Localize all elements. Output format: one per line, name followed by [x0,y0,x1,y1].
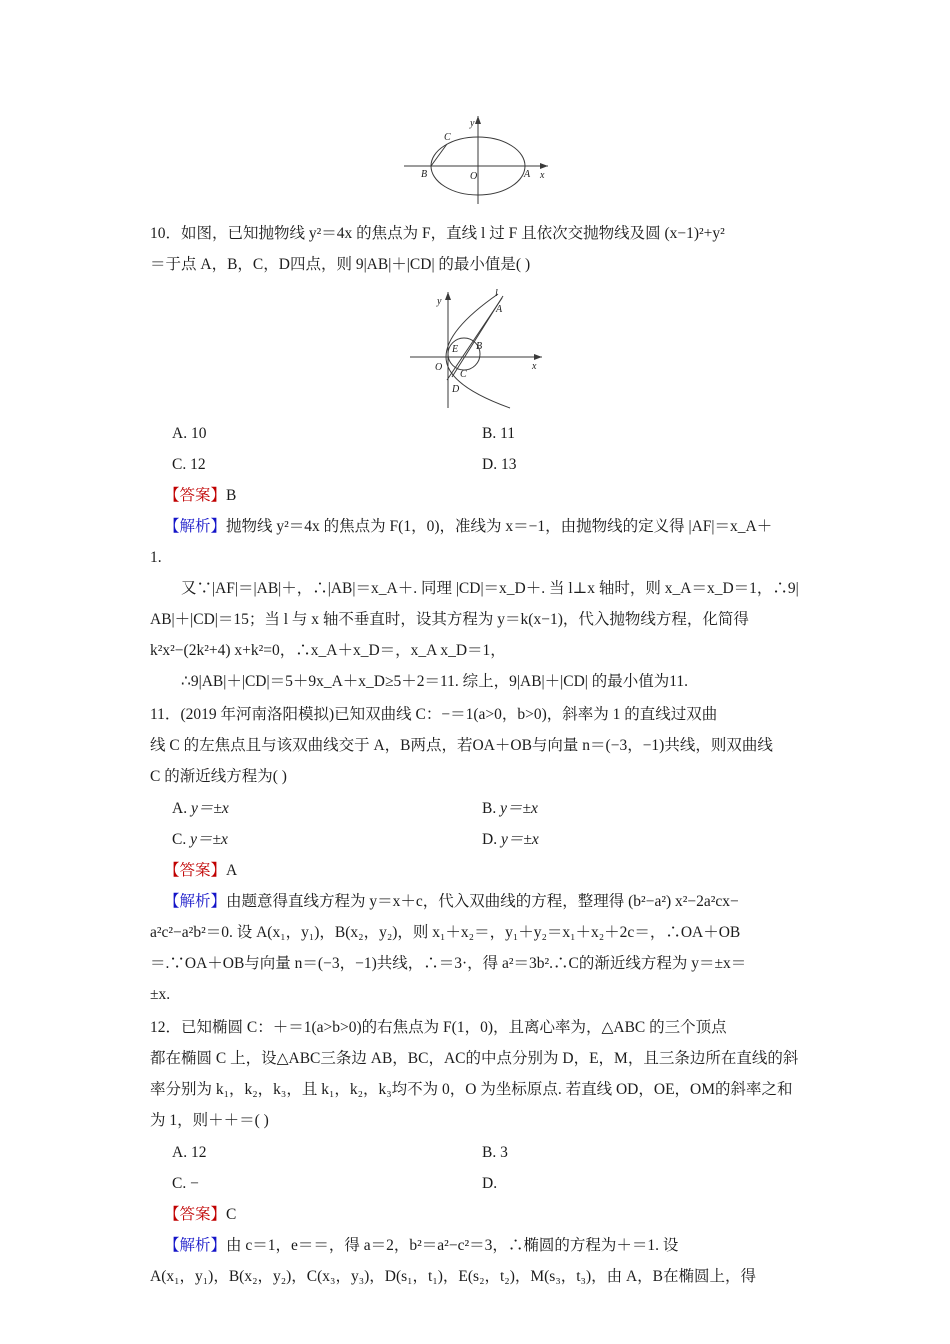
label-y-axis: y [470,118,475,129]
q11-stem-line3: C 的渐近线方程为( ) [150,768,287,785]
label-B: B [476,341,483,352]
q11-analysis-tag: 【解析】 [164,893,227,910]
q11-stem-line1 [150,699,810,730]
q11-option-b-key: B. [482,800,497,817]
q12-option-c-key: C. [172,1175,187,1192]
q12-option-a-key: A. [172,1144,188,1161]
q12-option-row-2 [150,1168,810,1199]
q12-option-d[interactable] [476,1168,796,1199]
q11-option-d[interactable] [476,824,796,855]
q12-analysis-text-1: 由 c＝1，e＝＝，得 a＝2，b²＝a²−c²＝3，∴椭圆的方程为＋＝1. 设 [226,1237,679,1254]
q12-option-b[interactable] [476,1137,796,1168]
q10-option-c[interactable] [150,449,476,480]
q11-answer-tag: 【答案】 [164,862,227,879]
q10-analysis-line-6: ∴9|AB|＋|CD|＝5＋9x_A＋x_D≥5＋2＝11. 综上，9|AB|＋|CD| 的最小值为11. [181,673,689,690]
q12-option-c[interactable] [150,1168,476,1199]
q10-option-b-key: B. [482,425,497,442]
q10-analysis-line-1 [150,511,810,542]
q11-analysis-line-2: a²c²−a²b²＝0. 设 A(x₁，y₁)，B(x₂，y₂)，则 x₁＋x₂＝，y₁＋y₂＝x₁＋x₂＋2c＝，∴OA＋OB [150,924,741,941]
q11-option-row-2 [150,824,810,855]
q10-option-d-key: D. [482,456,498,473]
q12-stem-line1 [150,1012,810,1043]
q12-analysis-line-2: A(x₁，y₁)，B(x₂，y₂)，C(x₃，y₃)，D(s₁，t₁)，E(s₂，t₂)，M(s₃，t₃)，由 A，B在椭圆上，得 [150,1268,757,1285]
ellipse-diagram-svg [390,104,570,212]
q12-answer [150,1199,810,1230]
q10-option-b-text: 11 [500,425,516,442]
question-11 [150,699,810,1010]
q10-option-a-key: A. [172,425,188,442]
q10-option-d[interactable] [476,449,796,480]
q10-stem-line2: ＝于点 A，B，C，D四点，则 9|AB|＋|CD| 的最小值是( ) [150,256,531,273]
q12-answer-value: C [226,1206,237,1223]
q11-option-c[interactable] [150,824,476,855]
q10-answer [150,480,810,511]
question-10 [150,218,810,697]
q10-option-c-text: 12 [190,456,206,473]
q11-option-a-text: y＝±x [190,800,229,817]
q10-options [150,418,810,480]
ellipse-figure [150,104,810,212]
q12-stem-line2: 都在椭圆 C 上，设△ABC三条边 AB，BC，AC的中点分别为 D，E，M，且三条边所在直线的斜 [150,1050,799,1067]
q11-option-d-key: D. [482,831,498,848]
q12-option-b-text: 3 [500,1144,508,1161]
q12-answer-tag: 【答案】 [164,1206,227,1223]
label-E: E [452,344,459,355]
q11-options [150,793,810,855]
label-A: A [524,169,531,180]
label-C: C [444,132,451,143]
q11-answer-value: A [226,862,238,879]
q11-analysis-line-1 [150,886,810,917]
q11-answer [150,855,810,886]
q10-analysis-line-5: k²x²−(2k²+4) x+k²=0，∴x_A＋x_D＝，x_A x_D＝1， [150,642,506,659]
parabola-figure [150,282,810,412]
q10-analysis-line-3: 又∵|AF|＝|AB|＋，∴|AB|＝x_A＋. 同理 |CD|＝x_D＋. 当 l⊥x 轴时，则 x_A＝x_D＝1，∴9| [181,580,799,597]
q10-analysis-tag: 【解析】 [164,518,227,535]
q12-option-c-text: − [190,1175,199,1192]
q12-analysis-line-1 [150,1230,810,1261]
q10-option-row-1 [150,418,810,449]
label-C: C [460,369,467,380]
q11-analysis-line-3: ＝.∵OA＋OB与向量 n＝(−3，−1)共线，∴＝3·，得 a²＝3b².∴C的渐近线方程为 y＝±x＝ [150,955,747,972]
q11-option-b-text: y＝±x [500,800,538,817]
q12-option-row-1 [150,1137,810,1168]
q11-option-a[interactable] [150,793,476,824]
q12-option-a-text: 12 [190,1144,207,1161]
label-l: l [495,288,498,299]
q12-stem-text1: 已知椭圆 C：＋＝1(a>b>0)的右焦点为 F(1，0)，且离心率为，△ABC 的三个顶点 [181,1019,727,1036]
q10-number: 10． [150,225,182,242]
label-D: D [452,384,460,395]
q12-stem-line4: 为 1，则＋＋＝( ) [150,1112,269,1129]
q10-option-a-text: 10 [190,425,207,442]
label-O: O [470,171,478,182]
q11-option-row-1 [150,793,810,824]
q10-stem-line1 [150,218,810,249]
q12-option-a[interactable] [150,1137,476,1168]
q11-option-c-key: C. [172,831,187,848]
q11-analysis-line-4: ±x. [150,986,171,1003]
q11-option-b[interactable] [476,793,796,824]
q10-option-b[interactable] [476,418,796,449]
q11-option-d-text: y＝±x [500,831,539,848]
q11-analysis-text-1: 由题意得直线方程为 y＝x＋c，代入双曲线的方程，整理得 (b²−a²) x²−2a²cx− [226,893,739,910]
q10-answer-value: B [226,487,237,504]
question-12 [150,1012,810,1292]
q10-stem-text1: 如图，已知抛物线 y²＝4x 的焦点为 F，直线 l 过 F 且依次交抛物线及圆 (x−1)²+y² [181,225,725,242]
label-O: O [435,362,443,373]
q11-stem-line2: 线 C 的左焦点且与该双曲线交于 A，B两点，若OA＋OB与向量 n＝(−3，−1)共线，则双曲线 [150,737,773,754]
q10-option-d-text: 13 [500,456,517,473]
q10-analysis-line-4: AB|＋|CD|＝15；当 l 与 x 轴不垂直时，设其方程为 y＝k(x−1)，代入抛物线方程，化简得 [150,611,749,628]
q10-option-row-2 [150,449,810,480]
q12-stem-line3: 率分别为 k₁，k₂，k₃，且 k₁，k₂，k₃均不为 0，O 为坐标原点. 若直线 OD，OE，OM的斜率之和 [150,1081,793,1098]
q12-option-d-key: D. [482,1175,498,1192]
q10-answer-tag: 【答案】 [164,487,227,504]
q11-stem-text1: (2019 年河南洛阳模拟)已知双曲线 C：−＝1(a>0，b>0)，斜率为 1 的直线过双曲 [180,706,718,723]
q10-analysis-text-1: 抛物线 y²＝4x 的焦点为 F(1，0)，准线为 x＝−1，由抛物线的定义得 |AF|＝x_A＋ [226,518,773,535]
q10-option-a[interactable] [150,418,476,449]
q12-number: 12． [150,1019,182,1036]
q10-analysis-line-2: 1. [150,549,162,566]
label-x-axis: x [532,361,537,372]
parabola-circle-diagram-svg [390,282,570,412]
page-content [150,100,810,1292]
label-y-axis: y [437,296,442,307]
q12-analysis-tag: 【解析】 [164,1237,227,1254]
q10-option-c-key: C. [172,456,187,473]
q12-options [150,1137,810,1199]
label-x-axis: x [540,170,545,181]
label-A: A [496,304,503,315]
q12-option-b-key: B. [482,1144,497,1161]
label-B: B [421,169,428,180]
q11-option-a-key: A. [172,800,188,817]
q11-number: 11． [150,706,181,723]
q11-option-c-text: y＝±x [190,831,228,848]
